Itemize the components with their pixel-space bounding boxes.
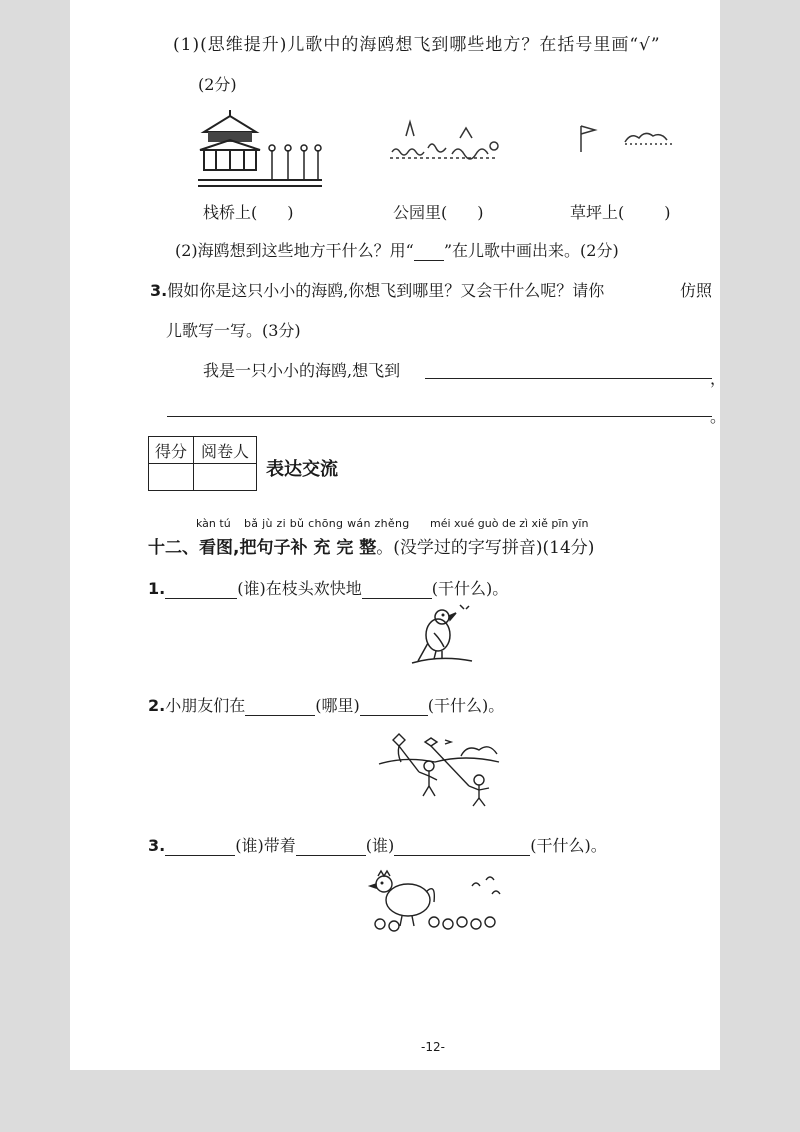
pinyin-meixueguo: méi xué guò de zì xiě pīn yīn: [430, 517, 589, 530]
q12-title-b: 充: [313, 538, 331, 558]
section-title: 表达交流: [266, 459, 338, 480]
writing-end-mark-1: ，: [710, 369, 727, 388]
underline-sample: [414, 246, 444, 261]
question-part-2: [175, 238, 619, 261]
bird-on-branch-picture: [410, 603, 474, 671]
sentence-3-blank-who[interactable]: [165, 837, 235, 856]
part-1-points: (2分): [198, 75, 237, 94]
worksheet-page: [70, 0, 727, 1070]
sentence-1-text-b: (干什么)。: [431, 579, 509, 598]
sentence-3-blank-what[interactable]: [394, 837, 530, 856]
q12-title-e: 。(没学过的字写拼音)(14分): [376, 538, 595, 558]
sentence-3-number: 3.: [148, 836, 166, 855]
option-pier-close: ): [287, 203, 294, 222]
option-park: [393, 200, 484, 223]
sentence-3-text-a: (谁)带着: [235, 836, 296, 855]
option-park-label: 公园里(: [393, 203, 448, 222]
sentence-2-text-c: (干什么)。: [427, 696, 505, 715]
part-2-text-b: ”在儿歌中画出来。(2分): [443, 241, 619, 260]
question-12-title: [148, 533, 594, 558]
sentence-2-blank-what[interactable]: [360, 697, 428, 716]
hen-and-chicks-picture: [368, 868, 504, 934]
option-pier: [203, 200, 294, 223]
lawn-picture: [575, 122, 685, 156]
sentence-1: [148, 576, 508, 599]
option-pier-label: 栈桥上(: [203, 203, 258, 222]
score-box: [148, 436, 257, 491]
writing-prompt: 我是一只小小的海鸥,想飞到: [203, 361, 401, 380]
sentence-1-text-a: (谁)在枝头欢快地: [237, 579, 362, 598]
sentence-1-number: 1.: [148, 579, 166, 598]
option-lawn: [570, 200, 671, 223]
writing-line-2[interactable]: [167, 416, 712, 417]
q12-title-d: 整: [359, 538, 377, 558]
writing-end-mark-2: 。: [710, 407, 727, 426]
option-lawn-close: ): [664, 203, 671, 222]
kids-flying-kites-picture: [375, 728, 503, 808]
question-3-line2: 儿歌写一写。(3分): [166, 321, 301, 340]
sentence-2-text-b: (哪里): [315, 696, 360, 715]
q12-title-c: 完: [336, 538, 354, 558]
sentence-2-number: 2.: [148, 696, 166, 715]
grader-cell[interactable]: [194, 464, 257, 491]
question-part-1: (1)(思维提升)儿歌中的海鸥想飞到哪些地方？在括号里画“√”: [173, 35, 661, 55]
sentence-3-text-b: (谁): [365, 836, 395, 855]
score-cell[interactable]: [149, 464, 194, 491]
sentence-1-blank-who[interactable]: [165, 580, 237, 599]
q12-title-a: 十二、看图,把句子补: [148, 538, 308, 558]
sentence-1-blank-what[interactable]: [362, 580, 432, 599]
question-3-text: 假如你是这只小小的海鸥,你想飞到哪里？又会干什么呢？请你: [167, 281, 605, 300]
sentence-3-text-c: (干什么)。: [530, 836, 607, 855]
page-number: -12-: [421, 1040, 445, 1054]
pier-pavilion-picture: [198, 110, 324, 190]
sentence-2: [148, 693, 504, 716]
grader-header: 阅卷人: [194, 437, 257, 464]
writing-line-1[interactable]: [425, 378, 712, 379]
score-header: 得分: [149, 437, 194, 464]
sentence-2-text-a: 小朋友们在: [165, 696, 246, 715]
part-2-text-a: (2)海鸥想到这些地方干什么？用“: [175, 241, 414, 260]
option-lawn-label: 草坪上(: [570, 203, 625, 222]
option-park-close: ): [477, 203, 484, 222]
question-3: [150, 278, 604, 301]
sentence-3: [148, 833, 607, 856]
question-3-end: 仿照: [680, 281, 713, 300]
sentence-3-blank-who2[interactable]: [296, 837, 366, 856]
pinyin-kantu: kàn tú: [196, 517, 231, 530]
pinyin-bujuzi: bǎ jù zi bǔ chōng wán zhěng: [244, 517, 410, 530]
question-3-number: 3.: [150, 281, 168, 300]
park-picture: [388, 118, 508, 162]
sentence-2-blank-where[interactable]: [245, 697, 315, 716]
